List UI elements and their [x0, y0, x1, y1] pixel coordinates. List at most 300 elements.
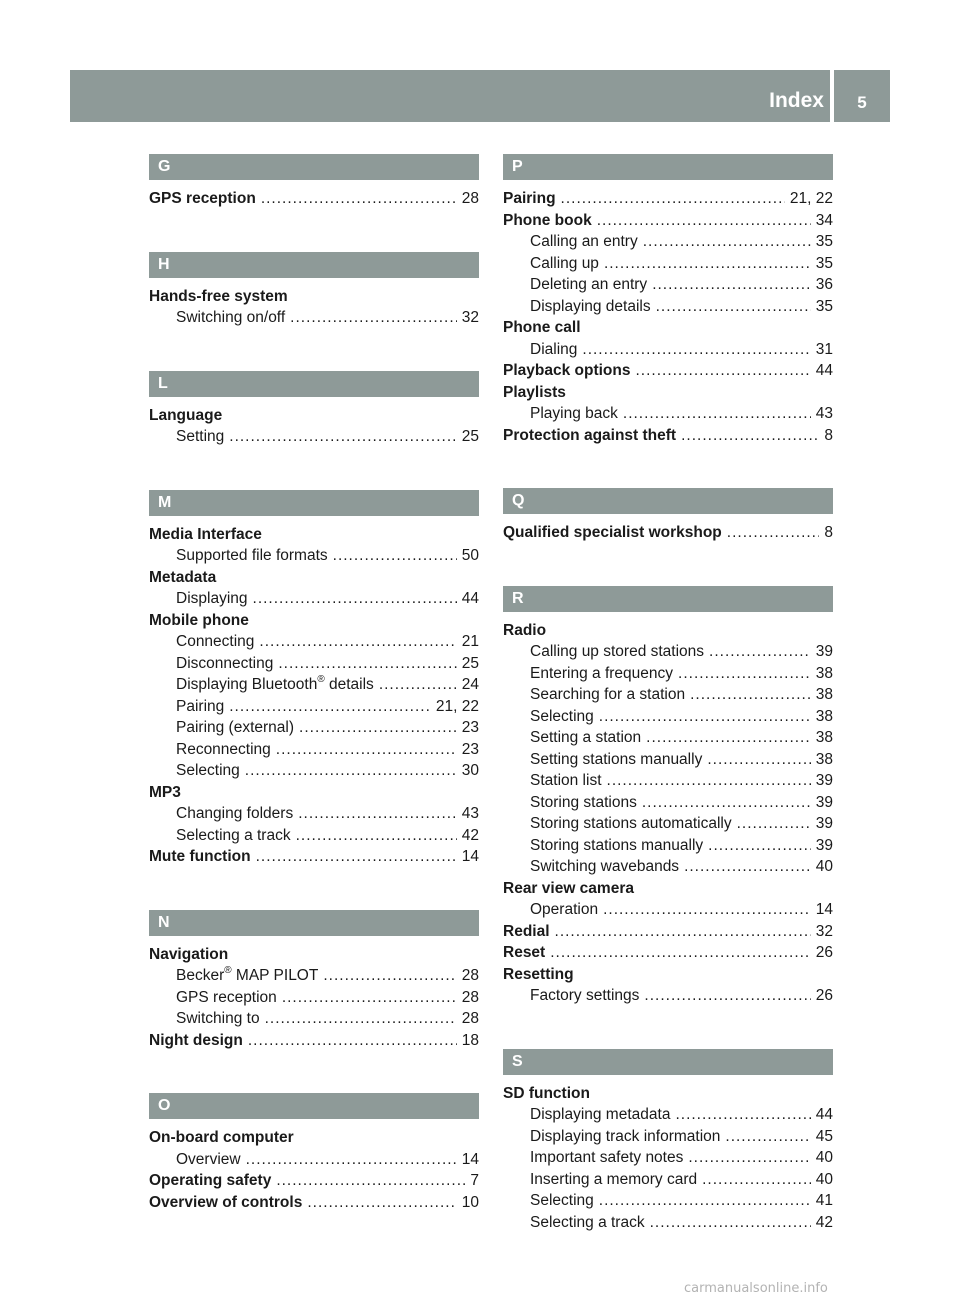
index-column-right [503, 154, 833, 1233]
index-subentry [149, 426, 479, 448]
entry-label [530, 339, 577, 361]
entry-text: Displaying [176, 590, 248, 607]
page-reference: 28 [461, 1010, 479, 1027]
page-reference: 21 [461, 633, 479, 650]
page-reference: 7 [470, 1172, 479, 1189]
entry-label [530, 684, 685, 706]
page-reference: 8 [824, 426, 833, 444]
index-entry [149, 944, 479, 966]
dot-leader [555, 921, 811, 943]
entry-text: Setting stations manually [530, 750, 703, 768]
index-entry [503, 942, 833, 964]
entry-text: Displaying track information [530, 1127, 721, 1145]
entry-label [503, 620, 546, 642]
dot-leader [650, 1212, 811, 1234]
dot-leader [229, 696, 431, 718]
index-subentry [149, 545, 479, 567]
index-subentry [149, 739, 479, 761]
entry-text: Searching for a station [530, 686, 686, 703]
page-reference: 21, 22 [435, 697, 479, 715]
index-subentry [149, 1008, 479, 1030]
section-gap [149, 868, 479, 910]
index-subentry [503, 253, 833, 275]
page-reference: 43 [815, 405, 833, 422]
index-column-left [149, 154, 479, 1213]
dot-leader [678, 663, 811, 685]
index-entry [503, 382, 833, 404]
section-letter-header: P [503, 154, 833, 180]
page-reference: 38 [815, 686, 833, 703]
index-subentry [149, 987, 479, 1009]
dot-leader [296, 825, 457, 847]
index-entry [503, 317, 833, 339]
entry-text: Supported file formats [176, 547, 328, 564]
entry-label [530, 274, 647, 296]
entry-text: Operating safety [149, 1172, 272, 1189]
dot-leader [290, 307, 457, 329]
page-reference: 35 [815, 233, 833, 250]
index-subentry [149, 588, 479, 610]
entry-label [530, 727, 641, 749]
entry-label [503, 1083, 590, 1105]
index-entry [503, 425, 833, 447]
dot-leader [737, 813, 811, 835]
page-reference: 23 [461, 719, 479, 736]
page-reference: 18 [461, 1031, 479, 1049]
index-subentry [503, 296, 833, 318]
index-entry [503, 964, 833, 986]
dot-leader [708, 835, 811, 857]
entry-text: Calling up stored stations [530, 643, 705, 660]
entry-text: Overview [176, 1150, 241, 1168]
index-entry [149, 1170, 479, 1192]
entry-label [176, 674, 374, 696]
entry-text: Displaying details [530, 297, 651, 315]
registered-mark: ® [224, 964, 232, 976]
entry-label [503, 878, 634, 900]
index-entry [503, 921, 833, 943]
entry-text: Pairing [503, 190, 556, 207]
dot-leader [623, 403, 811, 425]
dot-leader [379, 674, 457, 696]
entry-text: Operation [530, 901, 599, 918]
index-entry [149, 1127, 479, 1149]
entry-text: Protection against theft [503, 426, 677, 444]
index-subentry [503, 641, 833, 663]
index-subentry [503, 339, 833, 361]
index-subentry [503, 985, 833, 1007]
dot-leader [265, 1008, 457, 1030]
entry-label [176, 631, 254, 653]
entry-text: Overview of controls [149, 1193, 303, 1211]
index-subentry [149, 653, 479, 675]
index-subentry [503, 1147, 833, 1169]
index-subentry [149, 1149, 479, 1171]
entry-label [530, 813, 732, 835]
entry-text: Navigation [149, 945, 229, 963]
entry-label [530, 985, 639, 1007]
entry-text: Language [149, 406, 223, 424]
entry-label [176, 1008, 260, 1030]
entry-label [503, 921, 550, 943]
page-reference: 40 [815, 858, 833, 875]
section-gap [149, 1051, 479, 1093]
dot-leader [644, 985, 810, 1007]
entry-text: Selecting a track [530, 1213, 645, 1231]
entry-text: Playlists [503, 383, 566, 401]
index-subentry [503, 1190, 833, 1212]
entry-label [149, 188, 256, 210]
entry-label [530, 1147, 683, 1169]
page-reference: 50 [461, 547, 479, 564]
page-reference: 40 [815, 1149, 833, 1166]
index-subentry [503, 749, 833, 771]
index-entry [149, 524, 479, 546]
section-letter-header: H [149, 252, 479, 278]
entry-text: Rear view camera [503, 879, 634, 897]
index-subentry [149, 674, 479, 696]
dot-leader [690, 684, 811, 706]
index-entry [503, 188, 833, 210]
entry-label [176, 588, 248, 610]
index-subentry [149, 760, 479, 782]
page-reference: 38 [815, 707, 833, 725]
entry-text: Redial [503, 922, 550, 940]
page-title: Index [769, 89, 824, 112]
section-letter-header: L [149, 371, 479, 397]
index-entry [149, 567, 479, 589]
page-reference: 44 [461, 590, 479, 607]
page-reference: 40 [815, 1170, 833, 1188]
entry-label [176, 739, 271, 761]
page-reference: 32 [815, 922, 833, 940]
index-subentry [503, 663, 833, 685]
page-reference: 45 [815, 1127, 833, 1145]
entry-label [149, 524, 262, 546]
entry-label [530, 663, 673, 685]
entry-text: Switching to [176, 1010, 260, 1027]
dot-leader [229, 426, 456, 448]
index-subentry [149, 631, 479, 653]
entry-text: Selecting a track [176, 826, 291, 844]
entry-label [176, 987, 277, 1009]
index-entry [149, 782, 479, 804]
index-entry [149, 286, 479, 308]
dot-leader [299, 717, 457, 739]
entry-text: Resetting [503, 965, 574, 983]
index-subentry [149, 307, 479, 329]
dot-leader [256, 846, 457, 868]
section-gap [149, 329, 479, 371]
entry-text: Factory settings [530, 987, 640, 1004]
entry-text: Displaying Bluetooth [176, 676, 318, 693]
dot-leader [635, 360, 810, 382]
entry-label [530, 253, 599, 275]
entry-label [176, 696, 224, 718]
index-section-o [149, 1093, 479, 1213]
page-reference: 39 [815, 772, 833, 789]
entry-label [530, 792, 637, 814]
page-reference: 38 [815, 664, 833, 682]
index-section-g [149, 154, 479, 210]
dot-leader [561, 188, 785, 210]
entry-text: Qualified specialist workshop [503, 524, 722, 541]
page-reference: 26 [815, 944, 833, 961]
entry-text: Switching wavebands [530, 858, 680, 875]
index-section-n [149, 910, 479, 1052]
entry-label [503, 360, 630, 382]
index-subentry [503, 856, 833, 878]
dot-leader [582, 339, 810, 361]
index-subentry [503, 1104, 833, 1126]
section-gap [149, 448, 479, 490]
dot-leader [333, 545, 457, 567]
page-reference: 38 [815, 729, 833, 746]
index-subentry [503, 835, 833, 857]
index-section-r [503, 586, 833, 1007]
entry-label [149, 405, 222, 427]
page-reference: 35 [815, 254, 833, 272]
dot-leader [599, 1190, 811, 1212]
entry-label [503, 522, 722, 544]
dot-leader [675, 1104, 810, 1126]
dot-leader [725, 1126, 810, 1148]
dot-leader [550, 942, 811, 964]
entry-text: Metadata [149, 568, 217, 586]
index-section-s [503, 1049, 833, 1234]
entry-text: Calling an entry [530, 233, 638, 250]
page-reference: 31 [815, 340, 833, 358]
dot-leader [282, 987, 457, 1009]
page-reference: 30 [461, 762, 479, 779]
page-reference: 28 [461, 190, 479, 207]
index-subentry [503, 231, 833, 253]
page-reference: 36 [815, 276, 833, 293]
entry-label [503, 942, 545, 964]
entry-text: Station list [530, 772, 602, 789]
section-letter-header: N [149, 910, 479, 936]
index-section-h [149, 252, 479, 329]
entry-label [149, 1030, 243, 1052]
entry-label [530, 403, 618, 425]
dot-leader [652, 274, 811, 296]
index-subentry [149, 803, 479, 825]
page-reference: 32 [461, 309, 479, 326]
section-gap [149, 210, 479, 252]
index-subentry [503, 792, 833, 814]
index-section-m [149, 490, 479, 868]
entry-label [176, 307, 285, 329]
page-reference: 25 [461, 654, 479, 672]
entry-text: Selecting [176, 762, 240, 779]
page-reference: 21, 22 [789, 190, 833, 207]
index-subentry [149, 965, 479, 987]
entry-label [530, 231, 638, 253]
entry-label [530, 1126, 720, 1148]
dot-leader [597, 210, 811, 232]
index-entry [503, 210, 833, 232]
entry-text: Selecting [530, 707, 594, 725]
dot-leader [278, 653, 456, 675]
index-section-p [503, 154, 833, 446]
index-entry [503, 1083, 833, 1105]
entry-text-cont: MAP PILOT [231, 967, 319, 984]
dot-leader [253, 588, 457, 610]
dot-leader [604, 253, 811, 275]
index-subentry [503, 770, 833, 792]
section-gap [503, 1007, 833, 1049]
index-subentry [149, 717, 479, 739]
index-subentry [503, 727, 833, 749]
entry-label [530, 899, 598, 921]
page-reference: 25 [461, 428, 479, 445]
index-subentry [503, 1212, 833, 1234]
entry-label [149, 1192, 302, 1214]
page-reference: 10 [461, 1193, 479, 1211]
entry-label [176, 426, 224, 448]
page-reference: 23 [461, 740, 479, 758]
index-entry [503, 620, 833, 642]
section-gap [503, 544, 833, 586]
entry-label [149, 567, 216, 589]
entry-text: Reconnecting [176, 740, 271, 758]
entry-label [530, 641, 704, 663]
entry-text-cont: details [324, 676, 374, 693]
page-reference: 8 [824, 524, 833, 541]
entry-text: Reset [503, 944, 546, 961]
dot-leader [276, 739, 457, 761]
entry-label [149, 610, 249, 632]
index-entry [149, 188, 479, 210]
entry-text: Selecting [530, 1192, 594, 1209]
entry-label [149, 286, 288, 308]
index-subentry [503, 899, 833, 921]
index-subentry [503, 706, 833, 728]
page-reference: 41 [815, 1192, 833, 1209]
entry-label [530, 856, 679, 878]
entry-text: Playing back [530, 405, 618, 422]
entry-label [530, 1169, 697, 1191]
entry-label [503, 425, 676, 447]
section-gap [503, 446, 833, 488]
dot-leader [681, 425, 819, 447]
entry-label [176, 803, 293, 825]
page-reference: 28 [461, 967, 479, 984]
registered-mark: ® [317, 673, 325, 685]
entry-text: On-board computer [149, 1129, 294, 1146]
dot-leader [259, 631, 456, 653]
index-subentry [149, 696, 479, 718]
section-letter-header: O [149, 1093, 479, 1119]
entry-label [176, 653, 273, 675]
page-reference: 28 [461, 988, 479, 1006]
dot-leader [643, 231, 811, 253]
entry-text: Calling up [530, 254, 599, 272]
dot-leader [688, 1147, 810, 1169]
dot-leader [709, 641, 811, 663]
page-reference: 35 [815, 297, 833, 315]
entry-text: Deleting an entry [530, 276, 648, 293]
entry-text: Connecting [176, 633, 255, 650]
dot-leader [707, 749, 810, 771]
entry-label [503, 210, 592, 232]
entry-label [503, 188, 556, 210]
entry-text: Storing stations manually [530, 836, 704, 854]
entry-text: Dialing [530, 340, 578, 358]
entry-label [530, 296, 651, 318]
dot-leader [684, 856, 811, 878]
index-entry [503, 360, 833, 382]
index-entry [503, 878, 833, 900]
entry-text: Phone book [503, 211, 592, 229]
index-entry [149, 1192, 479, 1214]
index-entry [149, 610, 479, 632]
entry-text: Inserting a memory card [530, 1170, 698, 1188]
entry-text: Radio [503, 621, 547, 639]
index-section-l [149, 371, 479, 448]
entry-label [530, 1190, 594, 1212]
page-reference: 14 [461, 1150, 479, 1168]
page-reference: 34 [815, 211, 833, 229]
dot-leader [323, 965, 456, 987]
page-reference: 38 [815, 750, 833, 768]
dot-leader [607, 770, 811, 792]
index-entry [149, 405, 479, 427]
entry-text: Displaying metadata [530, 1106, 671, 1123]
entry-label [503, 382, 566, 404]
index-entry [149, 846, 479, 868]
entry-text: GPS reception [176, 988, 277, 1006]
entry-label [530, 1212, 645, 1234]
entry-text: Media Interface [149, 525, 262, 543]
index-subentry [503, 274, 833, 296]
entry-label [530, 749, 702, 771]
entry-label [176, 760, 240, 782]
dot-leader [656, 296, 811, 318]
entry-label [176, 1149, 241, 1171]
page-reference: 26 [815, 987, 833, 1004]
entry-label [149, 944, 228, 966]
entry-label [149, 1170, 271, 1192]
entry-text: Mobile phone [149, 611, 249, 629]
entry-text: Switching on/off [176, 309, 286, 326]
dot-leader [298, 803, 457, 825]
entry-text: Storing stations automatically [530, 815, 732, 832]
entry-text: Storing stations [530, 793, 637, 811]
entry-text: Becker [176, 967, 225, 984]
dot-leader [307, 1192, 456, 1214]
entry-text: Night design [149, 1031, 243, 1049]
dot-leader [246, 1149, 457, 1171]
index-section-q [503, 488, 833, 544]
index-subentry [503, 403, 833, 425]
entry-text: Changing folders [176, 805, 294, 822]
page-reference: 44 [815, 1106, 833, 1123]
dot-leader [276, 1170, 465, 1192]
dot-leader [599, 706, 811, 728]
entry-text: Hands-free system [149, 287, 288, 305]
page-reference: 39 [815, 815, 833, 832]
section-letter-header: G [149, 154, 479, 180]
page-reference: 39 [815, 643, 833, 660]
entry-label [149, 1127, 294, 1149]
dot-leader [248, 1030, 457, 1052]
entry-label [176, 825, 291, 847]
index-entry [149, 1030, 479, 1052]
entry-label [176, 965, 318, 987]
entry-label [503, 317, 581, 339]
entry-label [176, 717, 294, 739]
